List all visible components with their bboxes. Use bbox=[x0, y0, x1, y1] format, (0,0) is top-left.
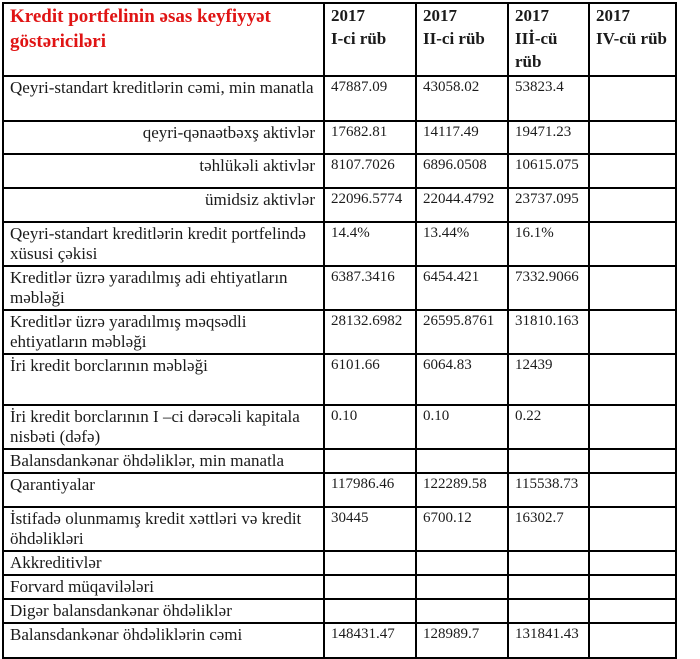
table-title: Kredit portfelinin əsas keyfiyyət göstəriciləri bbox=[3, 3, 324, 76]
col-header-q3 bbox=[508, 3, 589, 76]
value-cell: 117986.46 bbox=[324, 473, 416, 507]
value-cell: 14.4% bbox=[324, 222, 416, 266]
value-cell bbox=[589, 188, 676, 222]
row-label: Qarantiyalar bbox=[3, 473, 324, 507]
value-cell bbox=[589, 354, 676, 405]
header-row bbox=[3, 3, 676, 76]
table-row bbox=[3, 222, 676, 266]
table-row bbox=[3, 575, 676, 599]
value-cell: 10615.075 bbox=[508, 154, 589, 188]
value-cell: 22044.4792 bbox=[416, 188, 508, 222]
value-cell bbox=[589, 76, 676, 121]
value-cell bbox=[324, 575, 416, 599]
row-label: Qeyri-standart kreditlərin cəmi, min manatla bbox=[3, 76, 324, 121]
quarter-label: IIİ-cü rüb bbox=[515, 28, 558, 71]
value-cell: 131841.43 bbox=[508, 623, 589, 658]
table-row bbox=[3, 507, 676, 551]
quarter-year: 2017 bbox=[423, 6, 457, 25]
value-cell bbox=[416, 575, 508, 599]
value-cell bbox=[508, 599, 589, 623]
value-cell bbox=[508, 449, 589, 473]
value-cell: 128989.7 bbox=[416, 623, 508, 658]
value-cell: 148431.47 bbox=[324, 623, 416, 658]
value-cell: 0.10 bbox=[416, 405, 508, 449]
value-cell: 115538.73 bbox=[508, 473, 589, 507]
table-row bbox=[3, 473, 676, 507]
table-row bbox=[3, 551, 676, 575]
value-cell: 16302.7 bbox=[508, 507, 589, 551]
value-cell bbox=[589, 623, 676, 658]
value-cell: 0.22 bbox=[508, 405, 589, 449]
value-cell: 28132.6982 bbox=[324, 310, 416, 354]
row-label: ümidsiz aktivlər bbox=[3, 188, 324, 222]
row-label: Forvard müqavilələri bbox=[3, 575, 324, 599]
value-cell bbox=[508, 575, 589, 599]
value-cell bbox=[508, 551, 589, 575]
value-cell bbox=[589, 551, 676, 575]
table-row bbox=[3, 599, 676, 623]
quarter-year: 2017 bbox=[331, 6, 365, 25]
row-label: Akkreditivlər bbox=[3, 551, 324, 575]
row-label: Balansdankənar öhdəliklər, min manatla bbox=[3, 449, 324, 473]
table-row bbox=[3, 266, 676, 310]
value-cell: 17682.81 bbox=[324, 121, 416, 154]
table-row bbox=[3, 310, 676, 354]
value-cell: 12439 bbox=[508, 354, 589, 405]
value-cell bbox=[324, 551, 416, 575]
value-cell: 6387.3416 bbox=[324, 266, 416, 310]
value-cell: 30445 bbox=[324, 507, 416, 551]
table-row bbox=[3, 405, 676, 449]
table-row bbox=[3, 449, 676, 473]
value-cell: 16.1% bbox=[508, 222, 589, 266]
value-cell: 13.44% bbox=[416, 222, 508, 266]
value-cell bbox=[589, 310, 676, 354]
table-row bbox=[3, 76, 676, 121]
value-cell: 22096.5774 bbox=[324, 188, 416, 222]
value-cell: 31810.163 bbox=[508, 310, 589, 354]
value-cell bbox=[589, 449, 676, 473]
row-label: qeyri-qənaətbəxş aktivlər bbox=[3, 121, 324, 154]
table-row bbox=[3, 354, 676, 405]
value-cell: 53823.4 bbox=[508, 76, 589, 121]
row-label: Kreditlər üzrə yaradılmış məqsədli ehtiyatların məbləği bbox=[3, 310, 324, 354]
row-label: təhlükəli aktivlər bbox=[3, 154, 324, 188]
value-cell bbox=[416, 599, 508, 623]
value-cell: 43058.02 bbox=[416, 76, 508, 121]
row-label: Kreditlər üzrə yaradılmış adi ehtiyatların məbləği bbox=[3, 266, 324, 310]
value-cell: 6896.0508 bbox=[416, 154, 508, 188]
col-header-q1 bbox=[324, 3, 416, 76]
value-cell bbox=[589, 405, 676, 449]
value-cell bbox=[416, 551, 508, 575]
credit-portfolio-quality-table bbox=[2, 2, 677, 659]
value-cell: 6700.12 bbox=[416, 507, 508, 551]
value-cell bbox=[589, 599, 676, 623]
row-label: İstifadə olunmamış kredit xəttləri və kredit öhdəlikləri bbox=[3, 507, 324, 551]
row-label: İri kredit borclarının məbləği bbox=[3, 354, 324, 405]
value-cell: 122289.58 bbox=[416, 473, 508, 507]
row-label: Qeyri-standart kreditlərin kredit portfelində xüsusi çəkisi bbox=[3, 222, 324, 266]
value-cell bbox=[589, 575, 676, 599]
table-row bbox=[3, 623, 676, 658]
value-cell bbox=[589, 222, 676, 266]
value-cell: 7332.9066 bbox=[508, 266, 589, 310]
value-cell: 23737.095 bbox=[508, 188, 589, 222]
value-cell: 6454.421 bbox=[416, 266, 508, 310]
value-cell: 47887.09 bbox=[324, 76, 416, 121]
quarter-year: 2017 bbox=[515, 6, 549, 25]
value-cell bbox=[589, 121, 676, 154]
value-cell bbox=[324, 449, 416, 473]
row-label: Balansdankənar öhdəliklərin cəmi bbox=[3, 623, 324, 658]
quarter-label: I-ci rüb bbox=[331, 28, 387, 48]
quarter-year: 2017 bbox=[596, 6, 630, 25]
value-cell: 8107.7026 bbox=[324, 154, 416, 188]
value-cell bbox=[416, 449, 508, 473]
quarter-label: IV-cü rüb bbox=[596, 28, 667, 48]
value-cell bbox=[589, 154, 676, 188]
col-header-q2 bbox=[416, 3, 508, 76]
table-body bbox=[3, 76, 676, 659]
value-cell bbox=[589, 507, 676, 551]
value-cell: 0.10 bbox=[324, 405, 416, 449]
value-cell bbox=[589, 473, 676, 507]
table-row bbox=[3, 121, 676, 154]
col-header-q4 bbox=[589, 3, 676, 76]
quarter-label: II-ci rüb bbox=[423, 28, 485, 48]
value-cell: 14117.49 bbox=[416, 121, 508, 154]
table-row bbox=[3, 154, 676, 188]
row-label: İri kredit borclarının I –ci dərəcəli kapitala nisbəti (dəfə) bbox=[3, 405, 324, 449]
value-cell bbox=[324, 599, 416, 623]
value-cell: 19471.23 bbox=[508, 121, 589, 154]
row-label: Digər balansdankənar öhdəliklər bbox=[3, 599, 324, 623]
table-row bbox=[3, 188, 676, 222]
value-cell: 6064.83 bbox=[416, 354, 508, 405]
value-cell: 6101.66 bbox=[324, 354, 416, 405]
value-cell bbox=[589, 266, 676, 310]
value-cell: 26595.8761 bbox=[416, 310, 508, 354]
